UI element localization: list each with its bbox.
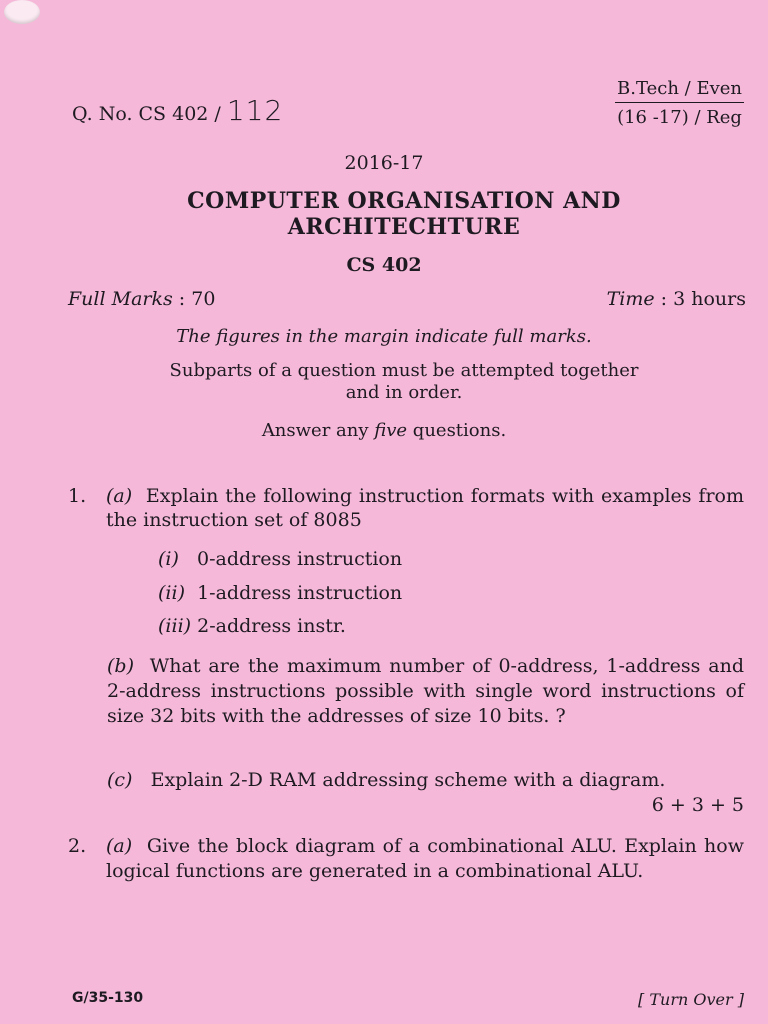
paper-header [72,78,744,138]
question-paper-number: Q. No. CS 402 / 112 [72,94,284,127]
punch-hole [4,0,40,24]
question-1c: (c) Explain 2-D RAM addressing scheme with a diagram. [107,769,666,791]
course-session: (16 -17) / Reg [617,107,742,128]
handwritten-number: 112 [226,94,284,127]
answer-instruction: Answer any five questions. [261,420,507,441]
course-info [615,78,744,128]
question-1a: (a) Explain the following instruction formats with examples from the instruction set of 8085 [106,485,744,531]
marks-time-row [68,288,746,314]
question-number: 1. [68,485,87,507]
time-allowed: Time : 3 hours [606,288,746,310]
full-marks: Full Marks : 70 [68,288,216,310]
margin-marks-note: The figures in the margin indicate full marks. [176,326,592,347]
marks-allocation: 6 + 3 + 5 [651,794,744,816]
sub-item: (iii) 2-address instr. [158,615,346,637]
course-program: B.Tech / Even [615,78,744,103]
paper-code: CS 402 [346,254,422,276]
question-2a: (a) Give the block diagram of a combinational ALU. Explain how logical functions are generated in a combinational ALU. [106,835,744,882]
turn-over-note: [ Turn Over ] [638,990,744,1009]
exam-year: 2016-17 [344,152,424,174]
question-1b: (b) What are the maximum number of 0-address, 1-address and 2-address instructions possible with single word instructions of size 32 bits with the addresses of size 10 bits. ? [107,655,744,727]
subparts-note: Subparts of a question must be attempted together and in order. [169,360,639,403]
sub-item: (i) 0-address instruction [158,548,403,570]
sub-item: (ii) 1-address instruction [158,582,403,604]
footer-code: G/35-130 [72,990,144,1006]
paper-title: COMPUTER ORGANISATION AND ARCHITECHTURE [187,188,621,240]
question-number: 2. [68,835,87,857]
